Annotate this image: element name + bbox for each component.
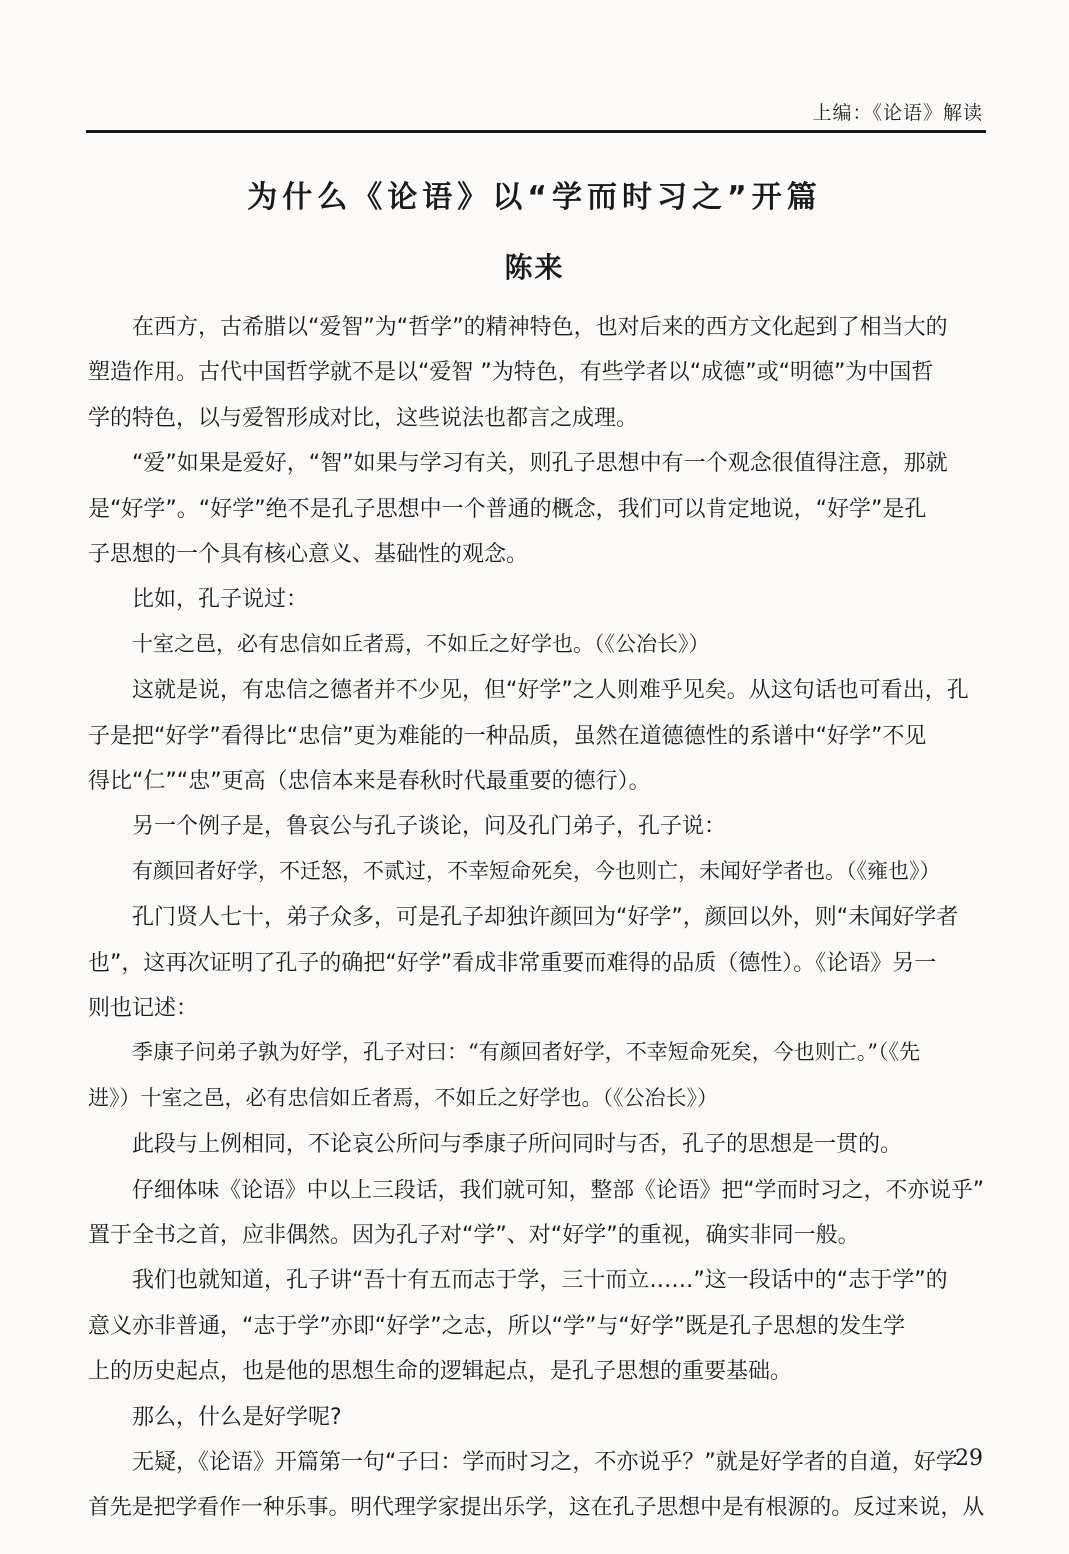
header-rule [86,130,986,133]
text-line: 意义亦非普通，“志于学”亦即“好学”之志，所以“学”与“好学”既是孔子思想的发生学 [88,1313,906,1339]
text-line: 这就是说，有忠信之德者并不少见，但“好学”之人则难乎见矣。从这句话也可看出，孔 [132,678,969,704]
quote-line: 进》）十室之邑，必有忠信如丘者焉，不如丘之好学也。（《公冶长》） [88,1085,718,1110]
text-line: 子是把“好学”看得比“忠信”更为难能的一种品质，虽然在道德德性的系谱中“好学”不见 [88,723,927,749]
page-number: 29 [955,1446,983,1471]
running-header: 上编：《论语》解读 [812,102,983,124]
text-line: 此段与上例相同，不论哀公所问与季康子所问同时与否，孔子的思想是一贯的。 [132,1132,903,1158]
text-line: 另一个例子是，鲁哀公与孔子谈论，问及孔门弟子，孔子说： [132,814,727,840]
text-line: “爱”如果是爱好，“智”如果与学习有关，则孔子思想中有一个观念很值得注意，那就 [132,451,948,477]
text-line: 也”，这再次证明了孔子的确把“好学”看成非常重要而难得的品质（德性）。《论语》另一 [88,950,937,976]
text-line: 首先是把学看作一种乐事。明代理学家提出乐学，这在孔子思想中是有根源的。反过来说，从 [88,1495,985,1521]
text-line: 在西方，古希腊以“爱智”为“哲学”的精神特色，也对后来的西方文化起到了相当大的 [132,315,948,340]
text-line: 子思想的一个具有核心意义、基础性的观念。 [88,542,529,567]
article-title: 为什么《论语》以“学而时习之”开篇 [247,180,822,215]
text-line: 无疑，《论语》开篇第一句“子曰：学而时习之，不亦说乎？”就是好学者的自道，好学 [132,1450,958,1475]
quote-line: 季康子问弟子孰为好学，孔子对曰：“有颜回者好学，不幸短命死矣，今也则亡。”（《先 [132,1040,920,1065]
text-line: 我们也就知道，孔子讲“吾十有五而志于学，三十而立……”这一段话中的“志于学”的 [132,1268,948,1294]
text-line: 是“好学”。“好学”绝不是孔子思想中一个普通的概念，我们可以肯定地说，“好学”是孔 [88,496,927,522]
text-line: 比如，孔子说过： [132,587,309,613]
text-line: 仔细体味《论语》中以上三段话，我们就可知，整部《论语》把“学而时习之，不亦说乎” [132,1177,985,1203]
quote-line: 有颜回者好学，不迁怒，不贰过，不幸短命死矣，今也则亡，未闻好学者也。（《雍也》） [132,858,941,883]
text-line: 置于全书之首，应非偶然。因为孔子对“学”、对“好学”的重视，确实非同一般。 [88,1223,860,1248]
quote-line: 十室之邑，必有忠信如丘者焉，不如丘之好学也。（《公冶长》） [132,631,710,656]
article-author: 陈来 [504,251,565,284]
text-line: 上的历史起点，也是他的思想生命的逻辑起点，是孔子思想的重要基础。 [88,1359,793,1385]
text-line: 则也记述： [88,996,199,1021]
text-line: 得比“仁”“忠”更高（忠信本来是春秋时代最重要的德行）。 [88,769,651,794]
text-line: 那么，什么是好学呢? [132,1404,342,1430]
text-line: 孔门贤人七十，弟子众多，可是孔子却独许颜回为“好学”，颜回以外，则“未闻好学者 [132,905,959,931]
text-line: 学的特色，以与爱智形成对比，这些说法也都言之成理。 [88,405,639,431]
text-line: 塑造作用。古代中国哲学就不是以“爱智 ”为特色，有些学者以“成德”或“明德”为中国哲 [88,360,934,386]
